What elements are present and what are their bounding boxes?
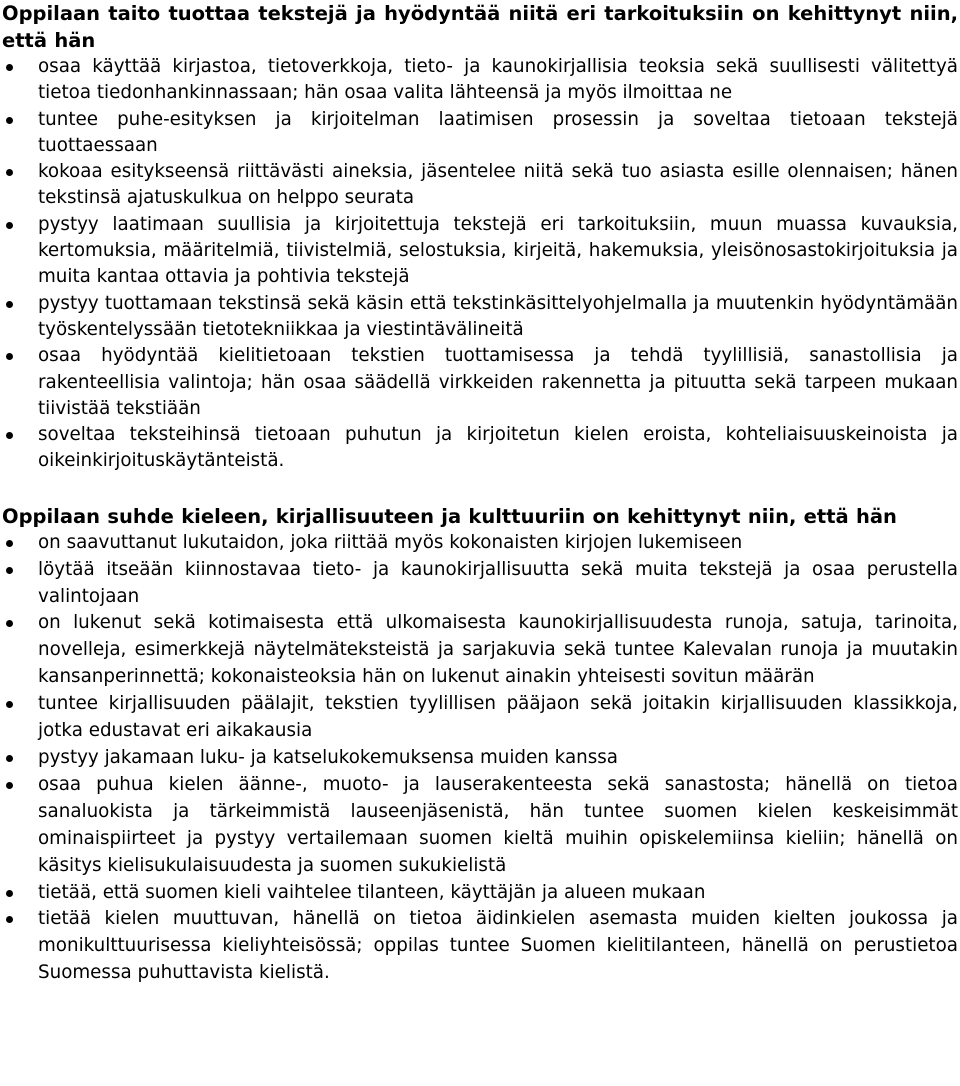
section-language-literature-culture <box>2 503 958 987</box>
section-text-production <box>2 0 958 475</box>
list-item: pystyy laatimaan suullisia ja kirjoitettuja tekstejä eri tarkoituksiin, muun muassa kuvauksia, kertomuksia, määritelmiä, tiivistelmiä, selostuksia, kirjeitä, hakemuksia, yleisönosastokirjoituksia ja muita kantaa ottavia ja pohtivia tekstejä <box>2 212 958 291</box>
section-heading: Oppilaan suhde kieleen, kirjallisuuteen ja kulttuuriin on kehittynyt niin, että hän <box>2 504 897 528</box>
list-item: tietää kielen muuttuvan, hänellä on tietoa äidinkielen asemasta muiden kielten joukossa ja monikulttuurisessa kieliyhteisössä; oppilas tuntee Suomen kielitilanteen, hänellä on perustietoa Suomessa puhuttavista kielistä. <box>2 906 958 987</box>
bullet-list <box>2 54 958 475</box>
list-item: osaa hyödyntää kielitietoaan tekstien tuottamisessa ja tehdä tyylillisiä, sanastollisia ja rakenteellisia valintoja; hän osaa säädellä virkkeiden rakennetta ja pituutta sekä tarpeen mukaan tiivistää tekstiään <box>2 343 958 422</box>
list-item: tietää, että suomen kieli vaihtelee tilanteen, käyttäjän ja alueen mukaan <box>2 880 958 907</box>
list-item: kokoaa esitykseensä riittävästi aineksia, jäsentelee niitä sekä tuo asiasta esille olennaisen; hänen tekstinsä ajatuskulkua on helppo seurata <box>2 159 958 212</box>
list-item: osaa käyttää kirjastoa, tietoverkkoja, tieto- ja kaunokirjallisia teoksia sekä suullisesti välitettyä tietoa tiedonhankinnassaan; hän osaa valita lähteensä ja myös ilmoittaa ne <box>2 54 958 107</box>
list-item: osaa puhua kielen äänne-, muoto- ja lauserakenteesta sekä sanastosta; hänellä on tietoa sanaluokista ja tärkeimmistä lauseenjäsenistä, hän tuntee suomen kielen keskeisimmät ominaispiirteet ja pystyy vertailemaan suomen kieltä muihin opiskelemiinsa kieliin; hänellä on käsitys kielisukulaisuudesta ja suomen sukukielistä <box>2 772 958 880</box>
section-heading: Oppilaan taito tuottaa tekstejä ja hyödyntää niitä eri tarkoituksiin on kehittynyt niin, että hän <box>2 2 958 52</box>
list-item: tuntee kirjallisuuden päälajit, tekstien tyylillisen pääjaon sekä joitakin kirjallisuuden klassikkoja, jotka edustavat eri aikakausia <box>2 691 958 745</box>
list-item: löytää itseään kiinnostavaa tieto- ja kaunokirjallisuutta sekä muita tekstejä ja osaa perustella valintojaan <box>2 557 958 611</box>
list-item: pystyy jakamaan luku- ja katselukokemuksensa muiden kanssa <box>2 745 958 772</box>
list-item: pystyy tuottamaan tekstinsä sekä käsin että tekstinkäsittelyohjelmalla ja muutenkin hyödyntämään työskentelyssään tietotekniikkaa ja viestintävälineitä <box>2 291 958 344</box>
list-item: tuntee puhe-esityksen ja kirjoitelman laatimisen prosessin ja soveltaa tietoaan tekstejä tuottaessaan <box>2 107 958 160</box>
list-item: on lukenut sekä kotimaisesta että ulkomaisesta kaunokirjallisuudesta runoja, satuja, tarinoita, novelleja, esimerkkejä näytelmäteksteistä ja sarjakuvia sekä tuntee Kalevalan runoja ja muutakin kansanperinnettä; kokonaisteoksia hän on lukenut ainakin yhteisesti sovitun määrän <box>2 610 958 691</box>
list-item: soveltaa teksteihinsä tietoaan puhutun ja kirjoitetun kielen eroista, kohteliaisuuskeinoista ja oikeinkirjoituskäytänteistä. <box>2 422 958 475</box>
bullet-list <box>2 530 958 987</box>
list-item: on saavuttanut lukutaidon, joka riittää myös kokonaisten kirjojen lukemiseen <box>2 530 958 557</box>
